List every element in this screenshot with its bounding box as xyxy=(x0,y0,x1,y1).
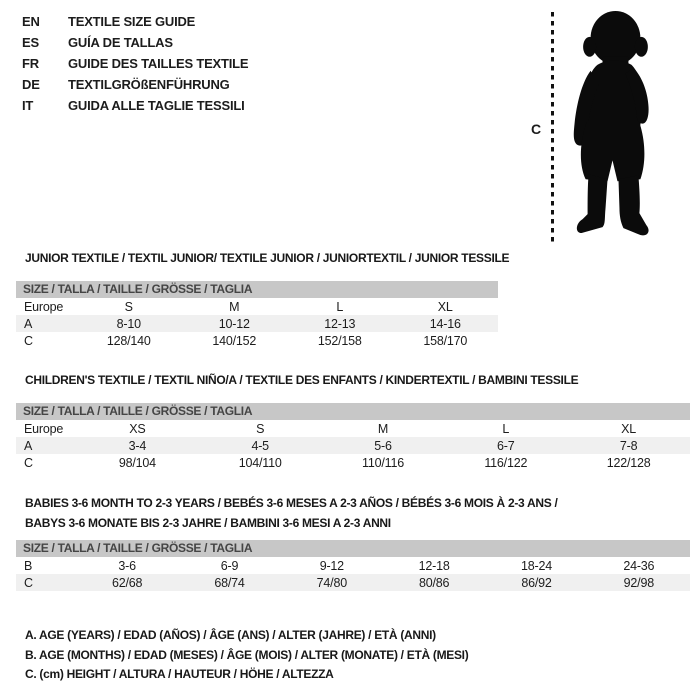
table-row xyxy=(16,574,690,591)
row-label: B xyxy=(24,558,33,573)
size-cell: 68/74 xyxy=(178,574,280,591)
measure-legend xyxy=(25,626,468,685)
size-cell: 3-6 xyxy=(118,558,136,573)
row-label: Europe xyxy=(24,299,64,314)
list-item xyxy=(22,53,248,74)
babies-section-title xyxy=(25,496,557,530)
size-cell: 18-24 xyxy=(520,558,552,573)
guide-title-it: GUIDA ALLE TAGLIE TESSILI xyxy=(68,98,245,113)
size-cell: 110/116 xyxy=(362,455,404,470)
guide-title-en: TEXTILE SIZE GUIDE xyxy=(68,14,196,29)
language-code: IT xyxy=(22,98,34,113)
size-cell: 9-12 xyxy=(319,558,344,573)
legend-line-a: A. AGE (YEARS) / EDAD (AÑOS) / ÂGE (ANS) / ALTER (JAHRE) / ETÀ (ANNI) xyxy=(25,628,436,642)
size-cell: S xyxy=(124,299,133,314)
size-cell: 98/104 xyxy=(118,455,156,470)
size-cell: 14-16 xyxy=(393,315,499,332)
size-cell: XL xyxy=(437,299,453,314)
row-label: C xyxy=(24,455,33,470)
size-cell: 140/152 xyxy=(212,333,257,348)
size-cell: 104/110 xyxy=(238,455,282,470)
size-cell: 12-18 xyxy=(418,558,450,573)
guide-title-fr: GUIDE DES TAILLES TEXTILE xyxy=(68,56,249,71)
size-cell: M xyxy=(377,421,389,436)
table-row xyxy=(16,437,690,454)
row-label: A xyxy=(16,315,76,332)
children-section-title: CHILDREN'S TEXTILE / TEXTIL NIÑO/A / TEXTILE DES ENFANTS / KINDERTEXTIL / BAMBINI TESSILE xyxy=(25,373,579,387)
size-cell: 74/80 xyxy=(281,574,383,591)
babies-title-line1: BABIES 3-6 MONTH TO 2-3 YEARS / BEBÉS 3-6 MESES A 2-3 AÑOS / BÉBÉS 3-6 MOIS À 2-3 ANS / xyxy=(25,496,558,510)
guide-title-de: TEXTILGRÖßENFÜHRUNG xyxy=(68,77,230,92)
row-label: C xyxy=(24,333,33,348)
size-cell: 92/98 xyxy=(588,574,690,591)
size-cell: 116/122 xyxy=(484,455,528,470)
children-size-table xyxy=(16,403,690,471)
size-table-header: SIZE / TALLA / TAILLE / GRÖSSE / TAGLIA xyxy=(16,403,690,420)
size-cell: L xyxy=(502,421,510,436)
size-cell: 158/170 xyxy=(423,333,468,348)
list-item xyxy=(22,11,248,32)
legend-line-b: B. AGE (MONTHS) / EDAD (MESES) / ÂGE (MOIS) / ALTER (MONATE) / ETÀ (MESI) xyxy=(25,647,469,662)
row-label: A xyxy=(16,437,76,454)
language-title-list xyxy=(22,11,248,116)
size-cell: 80/86 xyxy=(383,574,485,591)
size-table-header: SIZE / TALLA / TAILLE / GRÖSSE / TAGLIA xyxy=(16,281,498,298)
size-cell: M xyxy=(229,299,240,314)
size-cell: 62/68 xyxy=(76,574,178,591)
list-item xyxy=(22,32,248,53)
size-cell: 8-10 xyxy=(76,315,182,332)
list-item xyxy=(22,74,248,95)
babies-size-table xyxy=(16,540,690,591)
table-row xyxy=(16,454,690,471)
size-cell: 24-36 xyxy=(623,558,655,573)
babies-title-line2: BABYS 3-6 MONATE BIS 2-3 JAHRE / BAMBINI 3-6 MESI A 2-3 ANNI xyxy=(25,516,391,530)
size-table-header: SIZE / TALLA / TAILLE / GRÖSSE / TAGLIA xyxy=(16,540,690,557)
size-cell: 152/158 xyxy=(317,333,362,348)
size-cell: 122/128 xyxy=(606,455,651,470)
size-cell: XS xyxy=(129,421,146,436)
guide-title-es: GUÍA DE TALLAS xyxy=(68,35,173,50)
size-cell: 10-12 xyxy=(182,315,288,332)
legend-line-c: C. (cm) HEIGHT / ALTURA / HAUTEUR / HÖHE / ALTEZZA xyxy=(25,667,334,681)
junior-section-title: JUNIOR TEXTILE / TEXTIL JUNIOR/ TEXTILE JUNIOR / JUNIORTEXTIL / JUNIOR TESSILE xyxy=(25,251,510,265)
junior-size-table xyxy=(16,281,498,349)
list-item xyxy=(22,95,248,116)
size-cell: 3-4 xyxy=(76,437,199,454)
size-cell: 4-5 xyxy=(199,437,322,454)
height-measure-label: C xyxy=(531,121,542,137)
language-code: EN xyxy=(22,14,40,29)
toddler-silhouette xyxy=(558,9,666,243)
size-cell: XL xyxy=(621,421,637,436)
row-label: Europe xyxy=(24,421,64,436)
table-row xyxy=(16,332,498,349)
size-cell: 12-13 xyxy=(287,315,393,332)
table-row xyxy=(16,420,690,437)
table-row xyxy=(16,315,498,332)
size-cell: 5-6 xyxy=(322,437,445,454)
language-code: DE xyxy=(22,77,40,92)
size-cell: 86/92 xyxy=(485,574,587,591)
size-cell: 128/140 xyxy=(106,333,151,348)
language-code: ES xyxy=(22,35,39,50)
size-cell: 6-9 xyxy=(220,558,239,573)
row-label: C xyxy=(16,574,76,591)
language-code: FR xyxy=(22,56,39,71)
size-cell: 7-8 xyxy=(567,437,690,454)
table-row xyxy=(16,298,498,315)
size-cell: L xyxy=(336,299,344,314)
height-dashed-line xyxy=(550,12,555,242)
size-cell: S xyxy=(256,421,265,436)
table-row xyxy=(16,557,690,574)
size-cell: 6-7 xyxy=(444,437,567,454)
